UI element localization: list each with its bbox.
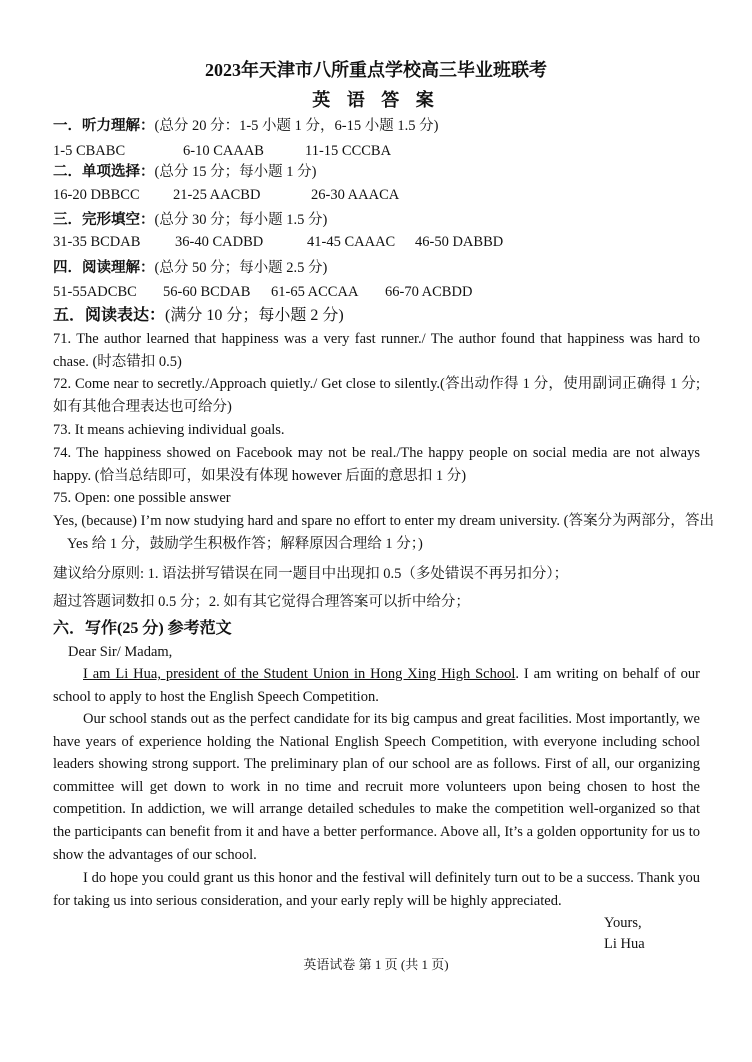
section2-note: (总分 15 分；每小题 1 分) xyxy=(154,164,317,180)
section2-answer-1: 16-20 DBBCC xyxy=(53,187,140,203)
section4-heading-line xyxy=(53,258,327,278)
letter-paragraph-1 xyxy=(53,663,700,708)
section3-heading: 三．完形填空： xyxy=(53,212,155,228)
page-footer: 英语试卷 第 1 页 (共 1 页) xyxy=(303,957,449,972)
section4-answer-2: 56-60 BCDAB xyxy=(163,284,251,300)
scoring-principle-2: 超过答题词数扣 0.5 分；2. 如有其它觉得合理答案可以折中给分； xyxy=(53,594,470,610)
section6-heading: 六．写作(25 分) 参考范文 xyxy=(53,620,232,637)
section5-heading: 五．阅读表达： xyxy=(53,307,166,324)
letter-salutation: Dear Sir/ Madam, xyxy=(68,644,173,660)
letter-intro-rest: . I am writing on behalf of our school to apply to host the English Speech Competition. xyxy=(53,666,700,705)
section5-note: (满分 10 分；每小题 2 分) xyxy=(165,307,344,324)
section3-note: (总分 30 分；每小题 1.5 分) xyxy=(154,212,328,228)
answer-75: 75. Open: one possible answer xyxy=(53,490,231,506)
section4-heading: 四．阅读理解： xyxy=(53,260,155,276)
section3-answer-1: 31-35 BCDAB xyxy=(53,234,141,250)
answer-74: 74. The happiness showed on Facebook may not be real./The happy people on social media are not always happy. (恰当总结即可，如果没有体现 however 后面的意思扣 1 分) xyxy=(53,445,700,484)
letter-paragraph-3: I do hope you could grant us this honor and the festival will definitely turn out to be a success. Thank you for taking us into serious consideration, and your early reply will be highly appreciated. xyxy=(53,870,700,909)
answer-73: 73. It means achieving individual goals. xyxy=(53,422,285,438)
section1-note: (总分 20 分：1-5 小题 1 分，6-15 小题 1.5 分) xyxy=(154,118,439,134)
section4-note: (总分 50 分；每小题 2.5 分) xyxy=(154,260,328,276)
scoring-principle-1: 建议给分原则: 1. 语法拼写错误在同一题目中出现扣 0.5（多处错误不再另扣分）； xyxy=(53,566,569,582)
section2-heading: 二．单项选择： xyxy=(53,164,155,180)
section3-answer-4: 46-50 DABBD xyxy=(415,234,504,250)
section1-heading-line xyxy=(53,116,438,136)
answer-75-response: Yes, (because) I’m now studying hard and spare no effort to enter my dream university. (答案分为两部分，答出 Yes 给 1 分，鼓励学生积极作答；解释原因合理给 1 分；) xyxy=(53,513,714,552)
section2-answer-2: 21-25 AACBD xyxy=(173,187,261,203)
section1-answer-1: 1-5 CBABC xyxy=(53,143,126,159)
section3-answer-3: 41-45 CAAAC xyxy=(307,234,396,250)
section4-answer-4: 66-70 ACBDD xyxy=(385,284,473,300)
section2-heading-line xyxy=(53,162,316,182)
answer-71: 71. The author learned that happiness was a very fast runner./ The author found that happiness was hard to chase. (时态错扣 0.5) xyxy=(53,331,700,370)
section3-answer-2: 36-40 CADBD xyxy=(175,234,264,250)
document-subtitle: 英 语 答 案 xyxy=(312,90,440,110)
section1-answer-3: 11-15 CCCBA xyxy=(305,143,392,159)
section4-answer-1: 51-55ADCBC xyxy=(53,284,137,300)
section1-answer-2: 6-10 CAAAB xyxy=(183,143,264,159)
section1-heading: 一．听力理解： xyxy=(53,118,155,134)
letter-closing: Yours, xyxy=(604,915,642,931)
letter-signature: Li Hua xyxy=(604,936,645,952)
section3-heading-line xyxy=(53,210,327,230)
section5-heading-line xyxy=(53,306,344,326)
letter-paragraph-2: Our school stands out as the perfect candidate for its big campus and great facilities. Most importantly, we have years of experience holding the National English Speech Competition, with everyone including school leaders showing strong support. The preliminary plan of our school are as follows. First of all, our organizing committee will get down to work in no time and recruit more volunteers upon being chosen to host the competition. In addiction, we will arrange detailed schedules to make the competition well-organized so that the participants can benefit from it and have a better performance. Above all, It’s a golden opportunity for us to show the advantages of our school. xyxy=(53,711,700,863)
answer-72: 72. Come near to secretly./Approach quietly./ Get close to silently.(答出动作得 1 分，使用副词正确得 1 分;如有其他合理表达也可给分) xyxy=(53,376,700,415)
document-title: 2023年天津市八所重点学校高三毕业班联考 xyxy=(205,60,547,80)
section4-answer-3: 61-65 ACCAA xyxy=(271,284,359,300)
letter-intro-underlined: I am Li Hua, president of the Student Union in Hong Xing High School xyxy=(83,666,516,682)
section6-heading-line xyxy=(53,619,232,639)
section2-answer-3: 26-30 AAACA xyxy=(311,187,400,203)
